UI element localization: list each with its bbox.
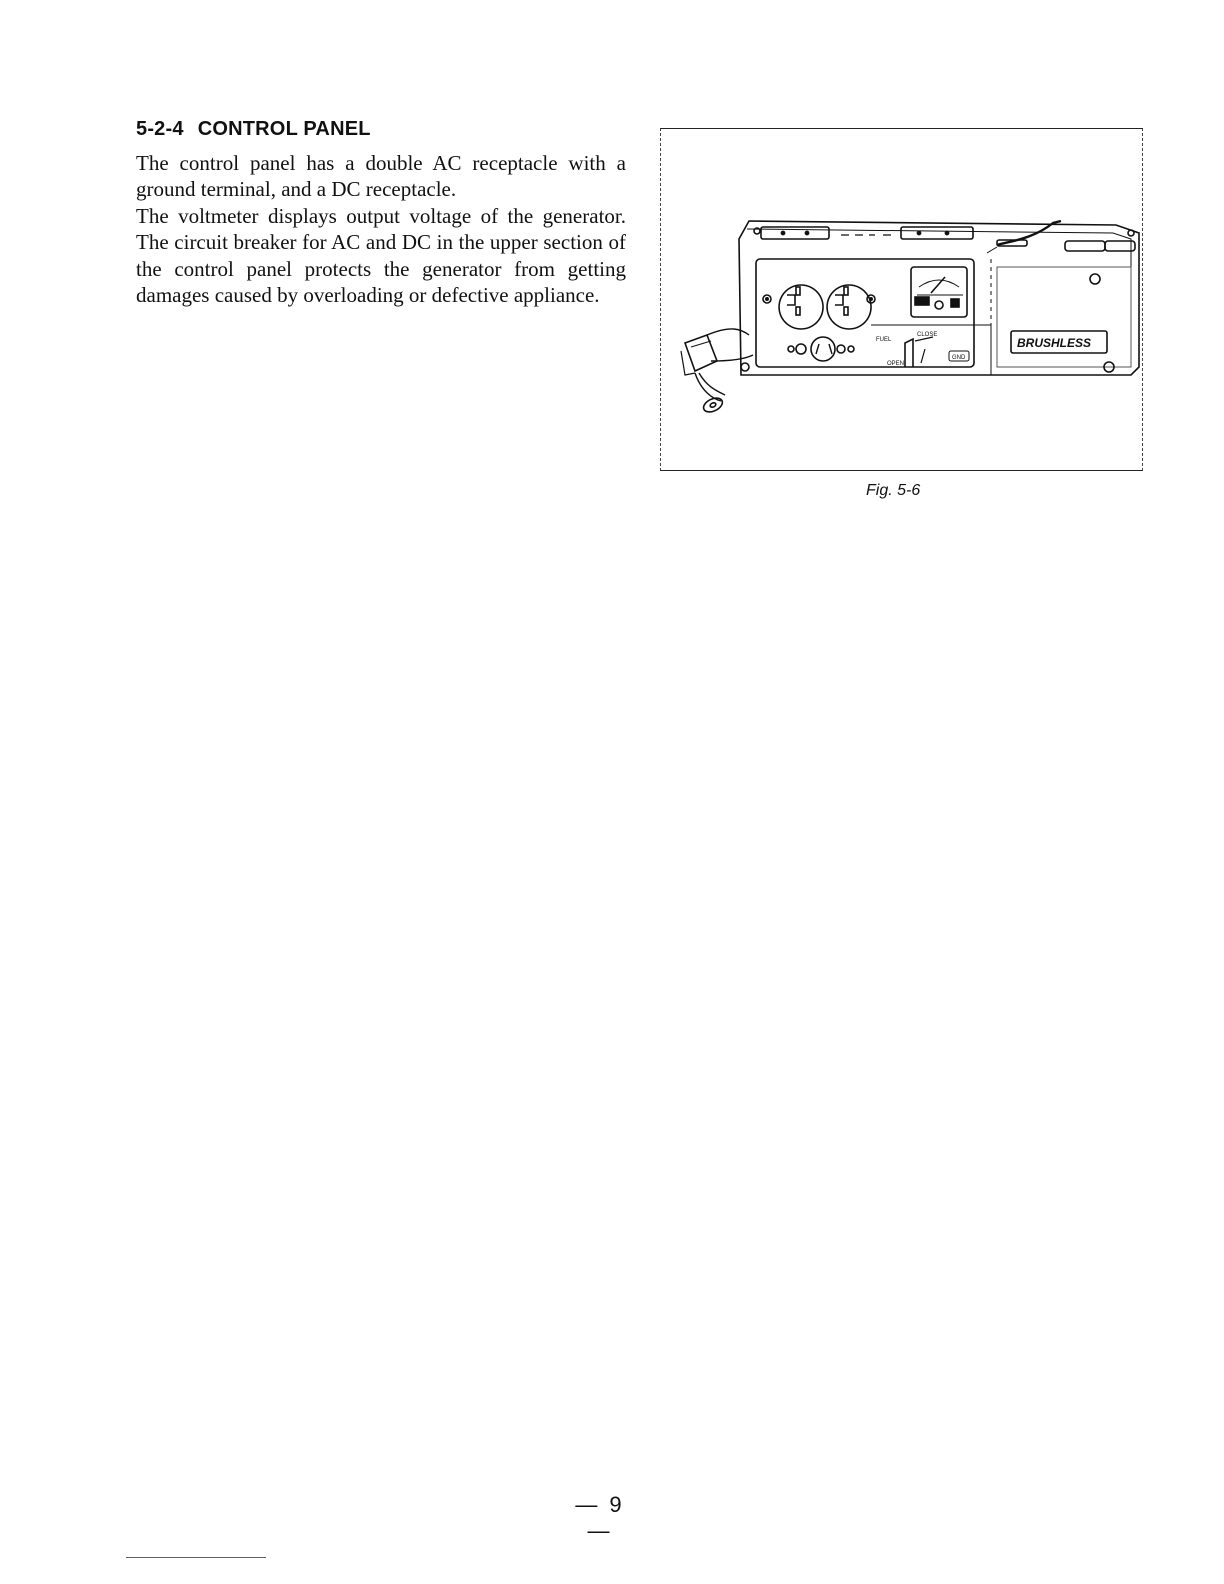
grounding-cable xyxy=(681,329,753,415)
control-panel-illustration xyxy=(661,129,1142,470)
breaker-slot-right xyxy=(901,227,973,239)
figure-frame xyxy=(660,128,1143,471)
section-number: 5-2-4 xyxy=(136,118,184,140)
footer-rule xyxy=(126,1557,266,1558)
gnd-label: GND xyxy=(952,355,966,361)
brushless-label: BRUSHLESS xyxy=(1017,336,1092,350)
page-number: — 9 — xyxy=(575,1492,625,1543)
fuel-label: FUEL xyxy=(876,337,892,343)
ac-outlet-left xyxy=(779,285,823,329)
voltmeter xyxy=(911,267,967,317)
panel-outline xyxy=(739,221,1139,375)
figure-caption: Fig. 5-6 xyxy=(866,482,921,499)
section-title: CONTROL PANEL xyxy=(197,118,371,140)
section-body xyxy=(136,150,626,308)
fuel-lever xyxy=(905,339,913,367)
open-label: OPEN xyxy=(887,361,905,367)
ac-outlet-right xyxy=(827,285,871,329)
paragraph-receptacles: The control panel has a double AC receptacle with a ground terminal, and a DC receptacle. xyxy=(136,151,626,202)
right-sub-panel xyxy=(997,267,1131,367)
section-heading xyxy=(136,118,371,141)
dc-receptacle xyxy=(788,337,854,361)
paragraph-voltmeter: The voltmeter displays output voltage of the generator. The circuit breaker for AC and DC in the upper section of the control panel protects the generator from getting damages caused by overloading or defective appliance. xyxy=(136,203,626,308)
close-label: CLOSE xyxy=(917,332,938,338)
